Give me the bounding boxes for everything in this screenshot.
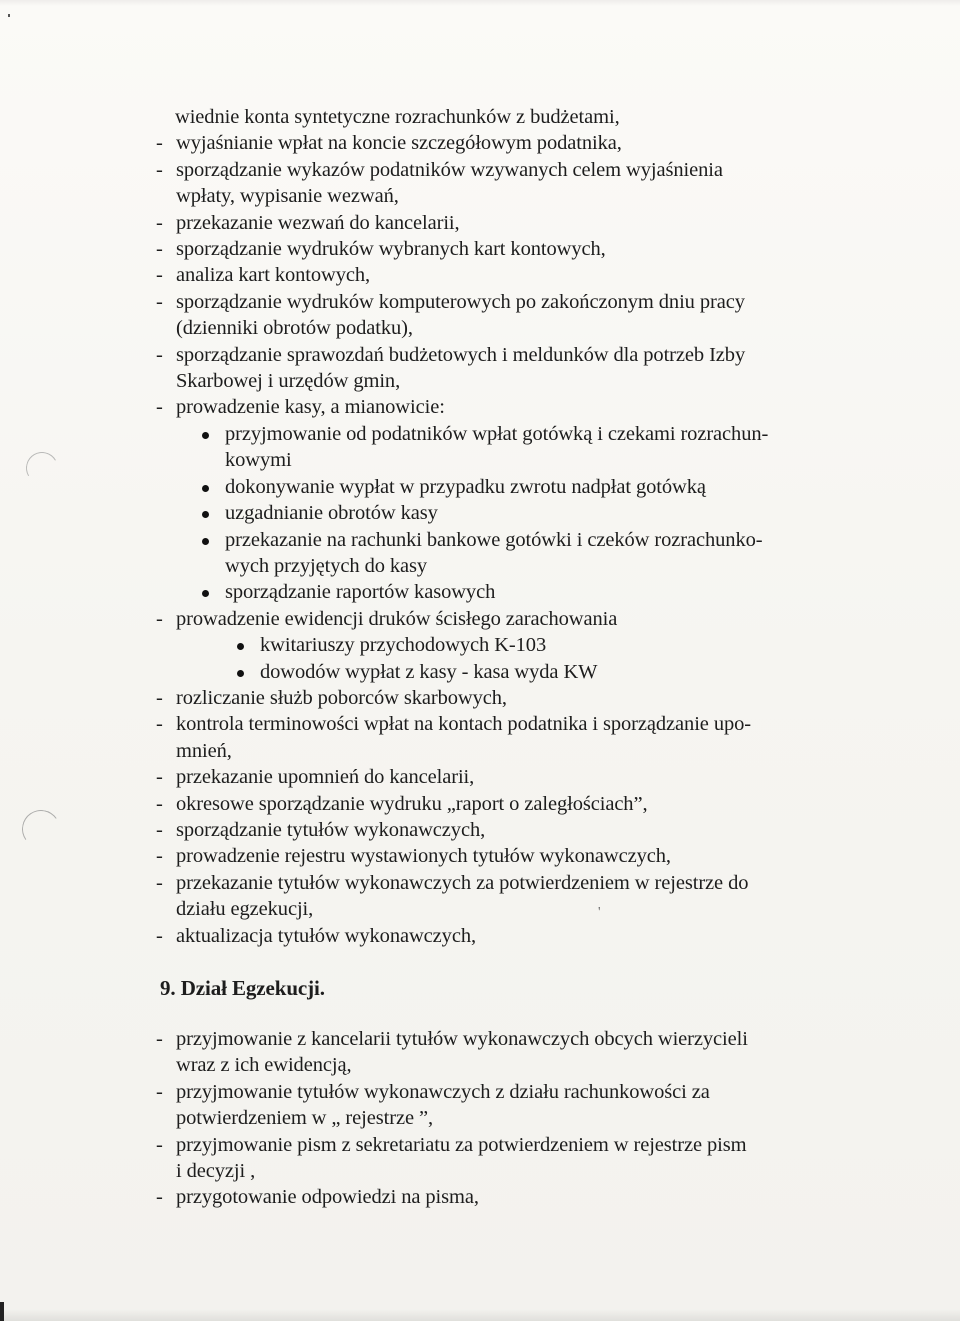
list-dash: - <box>156 607 163 630</box>
binder-punch-mark <box>22 448 61 487</box>
sub-list-item-text: kwitariuszy przychodowych K-103 <box>260 634 547 657</box>
list-dash: - <box>156 132 163 155</box>
list-item-text: przyjmowanie pism z sekretariatu za potwierdzeniem w rejestrze pism <box>176 1133 747 1156</box>
section-heading: 9. Dział Egzekucji. <box>160 976 325 1000</box>
list-item <box>140 342 840 368</box>
sub-list-item <box>140 632 840 658</box>
list-item-text: przekazanie upomnień do kancelarii, <box>176 766 475 789</box>
list-item <box>140 923 840 949</box>
list-dash: - <box>156 713 163 736</box>
list-dash: - <box>156 686 163 709</box>
list-dash: - <box>156 766 163 789</box>
list-item-text: okresowe sporządzanie wydruku „raport o zaległościach”, <box>176 792 648 815</box>
scan-speck: ' <box>598 905 601 920</box>
sub-list-item-text: sporządzanie raportów kasowych <box>225 581 496 604</box>
list-dash: - <box>156 343 163 366</box>
list-item <box>140 210 840 236</box>
cash-duties-sublist <box>140 421 840 606</box>
list-item <box>140 711 840 737</box>
list-item <box>140 817 840 843</box>
bullet-icon <box>202 590 209 597</box>
list-item-continuation: mnień, <box>176 739 232 762</box>
scan-edge-mark <box>0 1302 4 1321</box>
list-item-text: przekazanie wezwań do kancelarii, <box>176 211 460 234</box>
list-item-text: rozliczanie służb poborców skarbowych, <box>176 686 507 709</box>
list-item <box>140 870 840 896</box>
duties-list-part2 <box>140 685 840 949</box>
list-dash: - <box>156 871 163 894</box>
list-item-text: sporządzanie wydruków wybranych kart kontowych, <box>176 238 606 261</box>
sub-list-item-text: dowodów wypłat z kasy - kasa wyda KW <box>260 660 598 683</box>
list-dash: - <box>156 1028 163 1050</box>
list-item <box>140 764 840 790</box>
list-dash: - <box>156 396 163 419</box>
list-item-text: przyjmowanie tytułów wykonawczych z działu rachunkowości za <box>176 1080 710 1103</box>
list-item-text: analiza kart kontowych, <box>176 264 371 287</box>
list-dash: - <box>156 792 163 815</box>
list-item <box>140 791 840 817</box>
binder-punch-mark <box>19 807 63 851</box>
sub-list-item <box>140 659 840 685</box>
list-item <box>140 262 840 288</box>
list-item-text: prowadzenie rejestru wystawionych tytułów wykonawczych, <box>176 845 671 868</box>
sub-list-item-text: przyjmowanie od podatników wpłat gotówką i czekami rozrachun- <box>225 422 769 445</box>
sub-list-item <box>140 579 840 605</box>
bullet-icon <box>202 485 209 492</box>
list-item-text: prowadzenie kasy, a mianowicie: <box>176 396 445 419</box>
list-item-continuation: (dzienniki obrotów podatku), <box>176 317 413 340</box>
list-dash: - <box>156 211 163 234</box>
list-item-text: prowadzenie ewidencji druków ścisłego zarachowania <box>176 607 618 630</box>
sub-list-item-text: przekazanie na rachunki bankowe gotówki i czeków rozrachunko- <box>225 528 763 551</box>
list-item-text: przygotowanie odpowiedzi na pisma, <box>176 1186 479 1209</box>
list-item <box>140 157 840 183</box>
enforcement-duties-list <box>140 1026 840 1211</box>
list-dash: - <box>156 290 163 313</box>
list-item-text: przekazanie tytułów wykonawczych za potwierdzeniem w rejestrze do <box>176 871 749 894</box>
list-dash: - <box>156 264 163 287</box>
list-item-text: sporządzanie wydruków komputerowych po zakończonym dniu pracy <box>176 290 745 313</box>
list-item <box>140 606 840 632</box>
list-dash: - <box>156 238 163 261</box>
list-item-text: sporządzanie tytułów wykonawczych, <box>176 818 486 841</box>
strict-records-sublist <box>140 632 840 685</box>
bullet-icon <box>202 538 209 545</box>
list-item-continuation: i decyzji , <box>176 1160 256 1183</box>
list-dash: - <box>156 845 163 868</box>
list-item-text: aktualizacja tytułów wykonawczych, <box>176 924 476 947</box>
list-item-continuation: wraz z ich ewidencją, <box>176 1054 352 1077</box>
list-item <box>140 1132 840 1158</box>
list-item <box>140 236 840 262</box>
sub-list-item-continuation: kowymi <box>225 449 292 472</box>
sub-list-item-text: uzgadnianie obrotów kasy <box>225 502 438 525</box>
list-item-text: przyjmowanie z kancelarii tytułów wykonawczych obcych wierzycieli <box>176 1028 748 1050</box>
list-item <box>140 1026 840 1052</box>
sub-list-item <box>140 500 840 526</box>
list-dash: - <box>156 1186 163 1209</box>
sub-list-item <box>140 527 840 553</box>
list-item <box>140 394 840 420</box>
list-item <box>140 1184 840 1210</box>
bullet-icon <box>202 511 209 518</box>
sub-list-item <box>140 421 840 447</box>
scan-speck <box>8 14 10 17</box>
scan-edge-bottom <box>0 1309 960 1321</box>
sub-list-item-continuation: wych przyjętych do kasy <box>225 554 428 577</box>
list-item <box>140 130 840 156</box>
list-item-continuation: działu egzekucji, <box>176 898 314 921</box>
bullet-icon <box>237 643 244 650</box>
continuation-line: wiednie konta syntetyczne rozrachunków z budżetami, <box>175 106 620 128</box>
sub-list-item-text: dokonywanie wypłat w przypadku zwrotu nadpłat gotówką <box>225 475 706 498</box>
list-item-continuation: wpłaty, wypisanie wezwań, <box>176 185 399 208</box>
list-item-continuation: potwierdzeniem w „ rejestrze ”, <box>176 1107 434 1130</box>
list-item <box>140 1079 840 1105</box>
document-body <box>140 104 840 1211</box>
scan-edge-top <box>0 0 960 6</box>
list-dash: - <box>156 818 163 841</box>
duties-list-part1 <box>140 130 840 420</box>
list-item-text: wyjaśnianie wpłat na koncie szczegółowym podatnika, <box>176 132 622 155</box>
bullet-icon <box>202 432 209 439</box>
list-dash: - <box>156 924 163 947</box>
sub-list-item <box>140 474 840 500</box>
bullet-icon <box>237 670 244 677</box>
list-item <box>140 289 840 315</box>
list-item <box>140 843 840 869</box>
list-item-text: kontrola terminowości wpłat na kontach podatnika i sporządzanie upo- <box>176 713 751 736</box>
list-item-text: sporządzanie sprawozdań budżetowych i meldunków dla potrzeb Izby <box>176 343 746 366</box>
list-item <box>140 685 840 711</box>
list-dash: - <box>156 158 163 181</box>
list-dash: - <box>156 1133 163 1156</box>
list-dash: - <box>156 1080 163 1103</box>
list-item-continuation: Skarbowej i urzędów gmin, <box>176 370 401 393</box>
list-item-text: sporządzanie wykazów podatników wzywanych celem wyjaśnienia <box>176 158 723 181</box>
